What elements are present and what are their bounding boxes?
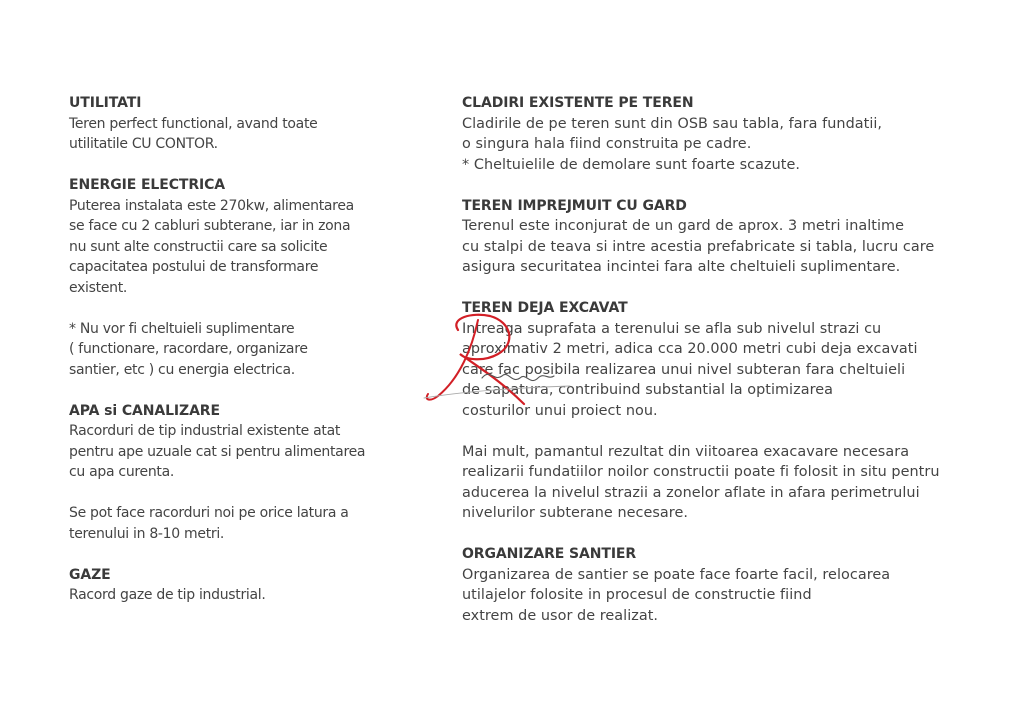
text-line: aproximativ 2 metri, adica cca 20.000 metri cubi deja excavati bbox=[462, 341, 918, 357]
text-line: care fac posibila realizarea unui nivel subteran fara cheltuieli bbox=[462, 361, 906, 378]
text-line: utilitatile CU CONTOR. bbox=[69, 136, 218, 152]
text-line: costurilor unui proiect nou. bbox=[462, 402, 658, 419]
text-line: Cladirile de pe teren sunt din OSB sau tabla, fara fundatii, bbox=[462, 115, 883, 132]
section-heading: TEREN IMPREJMUIT CU GARD bbox=[462, 197, 687, 214]
text-line: aducerea la nivelul strazii a zonelor aflate in afara perimetrului bbox=[462, 484, 920, 501]
text-line: se face cu 2 cabluri subterane, iar in zona bbox=[69, 218, 351, 234]
text-line: capacitatea postului de transformare bbox=[69, 259, 319, 275]
section-heading: CLADIRI EXISTENTE PE TEREN bbox=[462, 95, 694, 111]
section-heading: UTILITATI bbox=[69, 95, 142, 111]
text-line: realizarii fundatiilor noilor constructii poate fi folosit in situ pentru bbox=[462, 464, 940, 480]
section-cladiri-existente-pe-teren bbox=[462, 93, 982, 175]
text-line: Intreaga suprafata a terenului se afla sub nivelul strazi cu bbox=[462, 320, 882, 337]
section-gaze bbox=[69, 565, 399, 606]
paragraph-gap bbox=[69, 298, 399, 319]
text-line: Puterea instalata este 270kw, alimentarea bbox=[69, 197, 354, 214]
text-line: pentru ape uzuale cat si pentru alimentarea bbox=[69, 443, 366, 460]
section-organizare-santier bbox=[462, 544, 982, 626]
text-line: Racord gaze de tip industrial. bbox=[69, 587, 266, 603]
text-line: Mai mult, pamantul rezultat din viitoarea exacavare necesara bbox=[462, 443, 910, 460]
section-heading: ORGANIZARE SANTIER bbox=[462, 546, 637, 562]
paragraph-gap bbox=[462, 421, 982, 442]
text-line: terenului in 8-10 metri. bbox=[69, 525, 225, 542]
section-apa-si-canalizare bbox=[69, 401, 399, 545]
section-energie-electrica bbox=[69, 175, 399, 380]
text-line: nu sunt alte constructii care sa solicite bbox=[69, 238, 328, 255]
text-line: extrem de usor de realizat. bbox=[462, 607, 659, 624]
section-heading: APA si CANALIZARE bbox=[69, 402, 220, 419]
section-utilitati bbox=[69, 93, 399, 155]
section-teren-imprejmuit-cu-gard bbox=[462, 196, 982, 278]
text-line: Se pot face racorduri noi pe orice latura a bbox=[69, 505, 349, 521]
text-line: Teren perfect functional, avand toate bbox=[69, 115, 318, 132]
text-line: Racorduri de tip industrial existente atat bbox=[69, 423, 341, 439]
text-line: existent. bbox=[69, 279, 128, 296]
text-line: cu stalpi de teava si intre acestia prefabricate si tabla, lucru care bbox=[462, 238, 935, 255]
text-line: * Nu vor fi cheltuieli suplimentare bbox=[69, 320, 295, 337]
handwritten-signature-icon bbox=[420, 308, 600, 418]
text-line: santier, etc ) cu energia electrica. bbox=[69, 361, 295, 378]
text-line: asigura securitatea incintei fara alte cheltuieli suplimentare. bbox=[462, 259, 901, 275]
text-line: cu apa curenta. bbox=[69, 464, 175, 480]
text-line: o singura hala fiind construita pe cadre. bbox=[462, 136, 752, 152]
text-line: Terenul este inconjurat de un gard de aprox. 3 metri inaltime bbox=[462, 218, 904, 234]
section-heading: ENERGIE ELECTRICA bbox=[69, 177, 226, 193]
text-line: ( functionare, racordare, organizare bbox=[69, 341, 308, 357]
section-heading: GAZE bbox=[69, 566, 111, 583]
text-line: Organizarea de santier se poate face foarte facil, relocarea bbox=[462, 566, 891, 583]
section-heading: TEREN DEJA EXCAVAT bbox=[462, 300, 628, 316]
text-line: utilajelor folosite in procesul de constructie fiind bbox=[462, 587, 812, 603]
left-column bbox=[69, 93, 399, 626]
text-line: * Cheltuielile de demolare sunt foarte scazute. bbox=[462, 156, 800, 173]
text-line: de sapatura, contribuind substantial la optimizarea bbox=[462, 382, 833, 398]
text-line: nivelurilor subterane necesare. bbox=[462, 505, 688, 521]
paragraph-gap bbox=[69, 483, 399, 504]
